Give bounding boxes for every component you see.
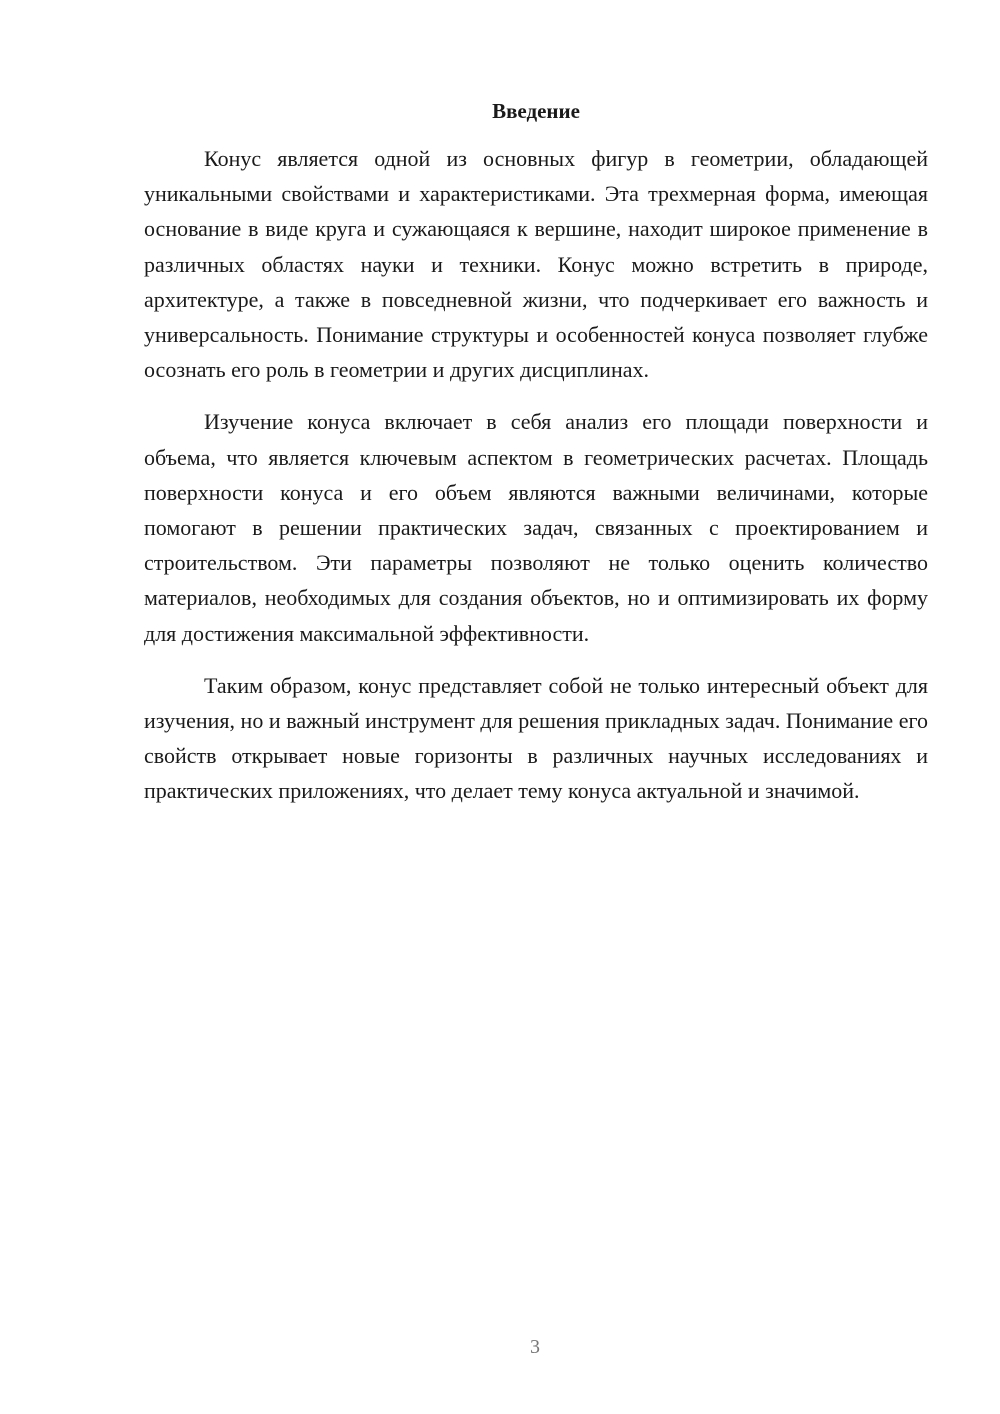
page-number: 3 bbox=[530, 1336, 540, 1358]
body-text bbox=[144, 141, 928, 826]
section-heading: Введение bbox=[492, 99, 580, 123]
paragraph-1: Конус является одной из основных фигур в геометрии, обладающей уникальными свойствами и характеристиками. Эта трехмерная форма, имеющая основание в виде круга и сужающаяся к вершине, находит широкое применение в различных областях науки и техники. Конус можно встретить в природе, архитектуре, а также в повседневной жизни, что подчеркивает его важность и универсальность. Понимание структуры и особенностей конуса позволяет глубже осознать его роль в геометрии и других дисциплинах. bbox=[144, 146, 928, 383]
paragraph-2: Изучение конуса включает в себя анализ его площади поверхности и объема, что является ключевым аспектом в геометрических расчетах. Площадь поверхности конуса и его объем являются важными величинами, которые помогают в решении практических задач, связанных с проектированием и строительством. Эти параметры позволяют не только оценить количество материалов, необходимых для создания объектов, но и оптимизировать их форму для достижения максимальной эффективности. bbox=[144, 409, 928, 646]
paragraph-3: Таким образом, конус представляет собой не только интересный объект для изучения, но и важный инструмент для решения прикладных задач. Понимание его свойств открывает новые горизонты в различных научных исследованиях и практических приложениях, что делает тему конуса актуальной и значимой. bbox=[144, 672, 928, 804]
